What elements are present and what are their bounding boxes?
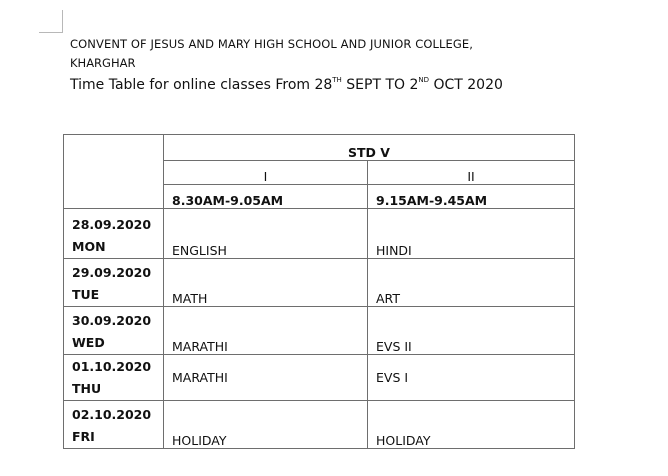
day-text: THU [72, 381, 102, 396]
title-to-superscript: ND [418, 76, 430, 84]
title-suffix: OCT 2020 [429, 77, 503, 93]
date-cell [64, 209, 164, 259]
period-time-2: 9.15AM-9.45AM [368, 185, 575, 209]
period-number-2: II [368, 161, 575, 185]
day-text: FRI [72, 429, 95, 444]
title-mid: SEPT TO 2 [341, 77, 419, 93]
table-row-day [64, 307, 575, 355]
subject-cell: MATH [164, 259, 368, 307]
subject-cell: HOLIDAY [164, 401, 368, 449]
day-text: WED [72, 335, 105, 350]
title-prefix: Time Table for online classes From 28 [70, 77, 333, 93]
subject-cell: EVS I [368, 355, 575, 401]
table-row-day [64, 401, 575, 449]
table-row-day [64, 259, 575, 307]
subject-cell: ART [368, 259, 575, 307]
period-time-1: 8.30AM-9.05AM [164, 185, 368, 209]
date-text: 29.09.2020 [72, 265, 152, 280]
subject-cell: ENGLISH [164, 209, 368, 259]
date-text: 30.09.2020 [72, 313, 152, 328]
subject-cell: MARATHI [164, 355, 368, 401]
date-text: 02.10.2020 [72, 407, 152, 422]
subject-cell: HINDI [368, 209, 575, 259]
table-row-standard [64, 135, 575, 161]
timetable [63, 134, 575, 449]
timetable-title [70, 76, 503, 93]
school-name: CONVENT OF JESUS AND MARY HIGH SCHOOL AND JUNIOR COLLEGE, [70, 37, 474, 51]
school-location: KHARGHAR [70, 56, 136, 70]
date-cell [64, 355, 164, 401]
corner-cell [64, 135, 164, 209]
title-from-superscript: TH [332, 76, 342, 84]
subject-cell: EVS II [368, 307, 575, 355]
table-row-day [64, 355, 575, 401]
date-text: 28.09.2020 [72, 217, 152, 232]
date-cell [64, 259, 164, 307]
page-corner-mark [39, 10, 63, 33]
date-text: 01.10.2020 [72, 359, 152, 374]
table-row-day [64, 209, 575, 259]
standard-header: STD V [164, 135, 575, 161]
day-text: MON [72, 239, 106, 254]
subject-cell: HOLIDAY [368, 401, 575, 449]
date-cell [64, 401, 164, 449]
day-text: TUE [72, 287, 100, 302]
period-number-1: I [164, 161, 368, 185]
date-cell [64, 307, 164, 355]
subject-cell: MARATHI [164, 307, 368, 355]
